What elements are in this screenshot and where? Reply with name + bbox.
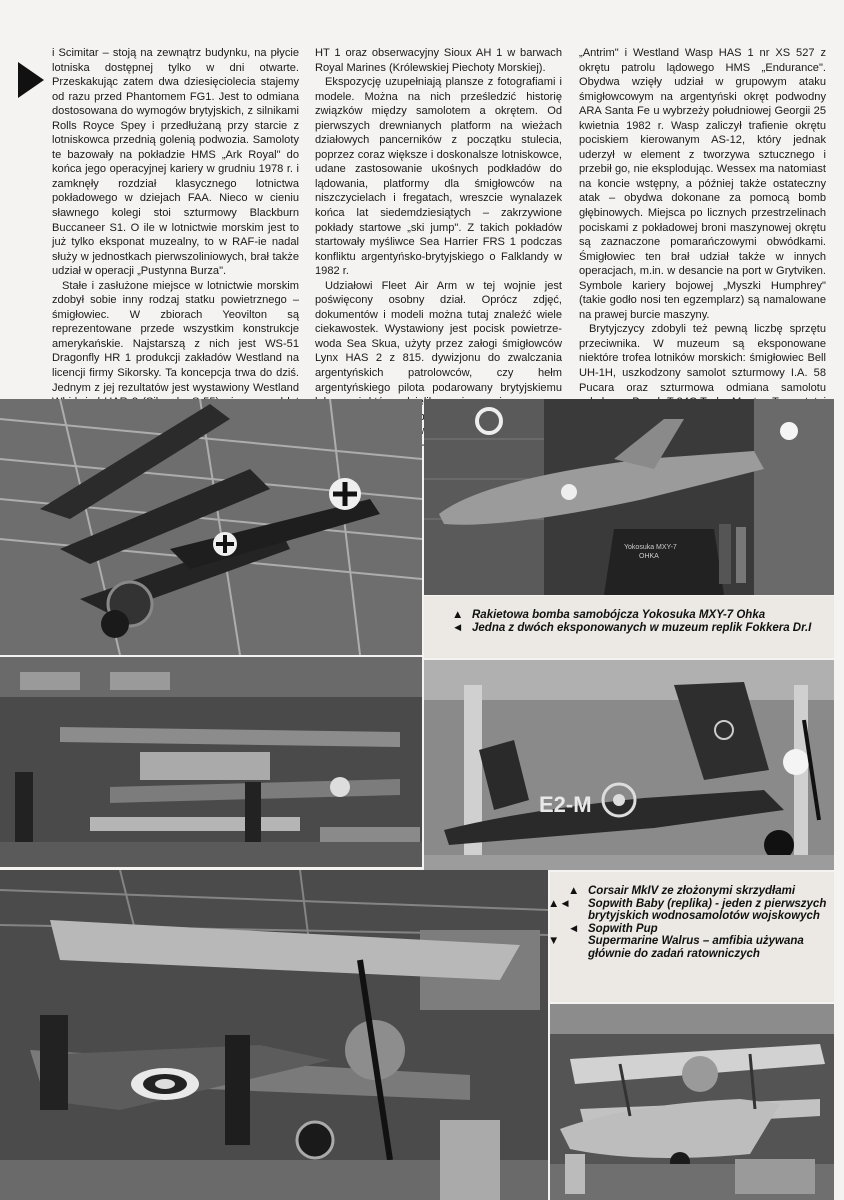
caption-line: ▲ Rakietowa bomba samobójcza Yokosuka MXY-7 Ohka [452,609,766,621]
text-column-3 [579,46,826,439]
caption-line: ▲◄ Sopwith Baby (replika) - jeden z pierwszych brytyjskich wodnosamolotów wojskowych [548,897,827,922]
photo-supermarine-walrus [550,1004,834,1200]
photo-corsair-mkiv [424,660,834,870]
ohka-sign-text: Yokosuka MXY-7 OHKA [624,544,677,560]
paragraph: „Antrim" i Westland Wasp HAS 1 nr XS 527 z okrętu patrolu lądowego HMS „Endurance". Obydwa wzięły udział w grupowym ataku śmigłowcowym na argentyński okręt podwodny ARA Santa Fe u wybrzeży południowej Georgii 25 kwietnia 1982 r. Wasp zaliczył trafienie okrętu pociskiem kierowanym AS-12, który jednak uderzył w element z tworzywa sztucznego i przebił go, nie eksplodując. Wessex ma natomiast na koncie wstępny, a później także ostateczny atak – obydwa dokonane za pomocą bomb głębinowych. Miejsca po licznych przestrzelinach pociskami z pokładowej broni maszynowej okrętu są zaznaczone pomarańczowymi obwódkami. Śmigłowiec ten brał udział także w innych operacjach, m.in. w desancie na port w Grytviken. Symbole kariery bojowej „Myszki Humphrey" (takie godło nosi ten egzemplarz) są namalowane na prawej burcie maszyny. [579,47,826,321]
paragraph: i Scimitar – stoją na zewnątrz budynku, na płycie lotniska dostępnej tylko w dni otwarte. Przeskakując zatem dwa dziesięciolecia stajemy od razu przed Phantomem FG1. Jest to odmiana dostosowana do wymogów brytyjskich, z silnikami Rolls Royce Spey i przedłużaną przy starcie z lotniskowca przednią golenią podwozia. Samoloty te bazowały na pokładzie HMS „Ark Royal" do końca jego operacyjnej kariery w grudniu 1978 r. i zamknęły rozdział klasycznego lotnictwa pokładowego w dziejach FAA. Nieco w cieniu sławnego kolegi stoi szturmowy Blackburn Buccaneer S1. O ile w lotnictwie morskim jest to już tylko eksponat muzealny, to w RAF-ie nadal służy w jednostkach pierwszoliniowych, brał także udział w operacji „Pustynna Burza". [52,47,299,278]
photo-fokker-dr1 [0,399,422,655]
paragraph: Stałe i zasłużone miejsce w lotnictwie morskim zdobył sobie inny rodzaj statku powietrznego – śmigłowiec. W zbiorach Yeovilton są reprezentowane przede wszystkim konstrukcje amerykańskie. Najstarszą z nich jest WS-51 Dragonfly HR 1 produkcji zakładów Westland na licencji firmy Sikorsky. Ta koncepcja trwa do dziś. Jednym z jej rezultatów jest wystawiony Westland [52,279,299,394]
caption-line: ◄ Jedna z dwóch eksponowanych w muzeum replik Fokkera Dr.I [452,621,812,634]
caption-line: ◄ Sopwith Pup [568,922,658,935]
photo-yokosuka-ohka [424,399,834,595]
paragraph: Brytyjczycy zdobyli też pewną liczbę sprzętu przeciwnika. W muzeum są eksponowane niektóre trofea lotników morskich: śmigłowiec Bell UH-1H, uszkodzony samolot szturmowy I.A. 58 Pucara oraz szturmowa odmiana samolotu [579,323,826,394]
text-column-2 [315,46,562,453]
paragraph: Udziałowi Fleet Air Arm w tej wojnie jest poświęcony osobny dział. Oprócz zdjęć, dokumentów i modeli można tutaj znaleźć wiele ciekawostek. Wystawiony jest pocisk powietrze-woda Sea Skua, użyty przez załogi śmigłowców Lynx HAS 2 z 815. dywizjonu do zwalczania argentyńskich patrolowców, czy hełm argentyńskiego pilota podarowany brytyjskiemu [315,279,562,394]
caption-line: ▲ Corsair MkIV ze złożonymi skrzydłami [568,885,796,897]
paragraph: Ekspozycję uzupełniają plansze z fotografiami i modele. Można na nich prześledzić historię związków między samolotem a okrętem. Od pierwszych drewnianych platform na wieżach działowych pancerników z początku stulecia, poprzez coraz większe i doskonalsze lotniskowce, udane zastosowanie ukośnych podkładów do lądowania, platformy dla śmigłowców na niszczycielach i fregatach, wreszcie wynalazek końca lat siedemdziesiątych – zakrzywione pokłady startowe „ski jump". Z takich pokładów startowały myśliwce Sea Harrier FRS 1 podczas konfliktu argentyńsko-brytyjskiego o Falklandy w 1982 r. [315,76,562,278]
photo-sopwith-pup [0,870,548,1200]
caption-line: ▼ Supermarine Walrus – amfibia używana głównie do zadań ratowniczych [548,935,804,960]
section-arrow-icon [18,62,44,98]
text-column-1 [52,46,299,439]
photo-sopwith-baby [0,657,422,867]
caption-group-2 [550,872,834,1002]
caption-group-1 [424,596,834,658]
paragraph: HT 1 oraz obserwacyjny Sioux AH 1 w barwach Royal Marines (Królewskiej Piechoty Morskiej). [315,47,562,74]
corsair-code-text: E2-M [539,792,592,817]
